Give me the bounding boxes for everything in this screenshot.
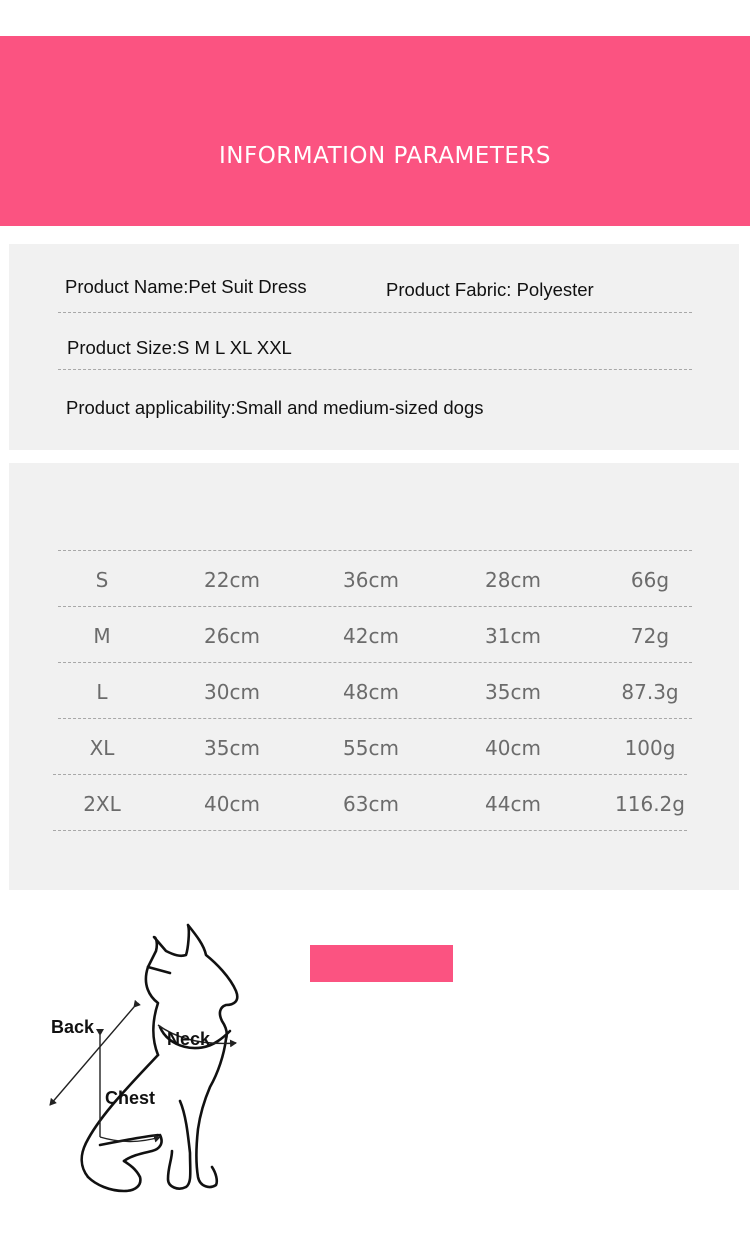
size-label-cell: L: [96, 680, 108, 704]
table-divider: [58, 718, 692, 719]
dog-measurement-diagram: [40, 915, 300, 1205]
info-divider: [58, 312, 692, 313]
size-table-panel: [9, 463, 739, 890]
info-divider: [58, 369, 692, 370]
table-divider: [53, 830, 687, 831]
neck-label: Neck: [167, 1029, 211, 1049]
product-applicability: Product applicability:Small and medium-sized dogs: [66, 397, 484, 418]
table-cell: 42cm: [343, 624, 399, 648]
table-divider: [58, 662, 692, 663]
product-size: Product Size:S M L XL XXL: [67, 337, 292, 358]
table-cell: 35cm: [204, 736, 260, 760]
table-cell: 28cm: [485, 568, 541, 592]
table-cell: 40cm: [485, 736, 541, 760]
chest-label: Chest: [105, 1088, 156, 1108]
table-cell: 55cm: [343, 736, 399, 760]
table-cell: 35cm: [485, 680, 541, 704]
table-cell: 48cm: [343, 680, 399, 704]
banner-title: INFORMATION PARAMETERS: [218, 143, 551, 169]
product-fabric: Product Fabric: Polyester: [386, 279, 594, 300]
table-divider: [53, 774, 687, 775]
table-divider: [58, 606, 692, 607]
product-name: Product Name:Pet Suit Dress: [65, 276, 307, 297]
table-cell: 30cm: [204, 680, 260, 704]
size-label-cell: 2XL: [83, 792, 121, 816]
header-banner: [0, 36, 750, 226]
table-cell: 44cm: [485, 792, 541, 816]
pink-label-block: [310, 945, 453, 982]
table-divider: [58, 550, 692, 551]
table-cell: 72g: [630, 624, 670, 648]
table-cell: 100g: [624, 736, 676, 760]
table-cell: 22cm: [204, 568, 260, 592]
size-label-cell: XL: [89, 736, 115, 760]
dog-silhouette-icon: [82, 925, 238, 1191]
size-label-cell: M: [93, 624, 111, 648]
table-cell: 36cm: [343, 568, 399, 592]
table-cell: 26cm: [204, 624, 260, 648]
table-cell: 63cm: [343, 792, 399, 816]
table-cell: 31cm: [485, 624, 541, 648]
table-cell: 40cm: [204, 792, 260, 816]
table-cell: 66g: [630, 568, 670, 592]
back-label: Back: [51, 1017, 95, 1037]
size-label-cell: S: [95, 568, 109, 592]
table-cell: 116.2g: [615, 792, 685, 816]
table-cell: 87.3g: [621, 680, 679, 704]
